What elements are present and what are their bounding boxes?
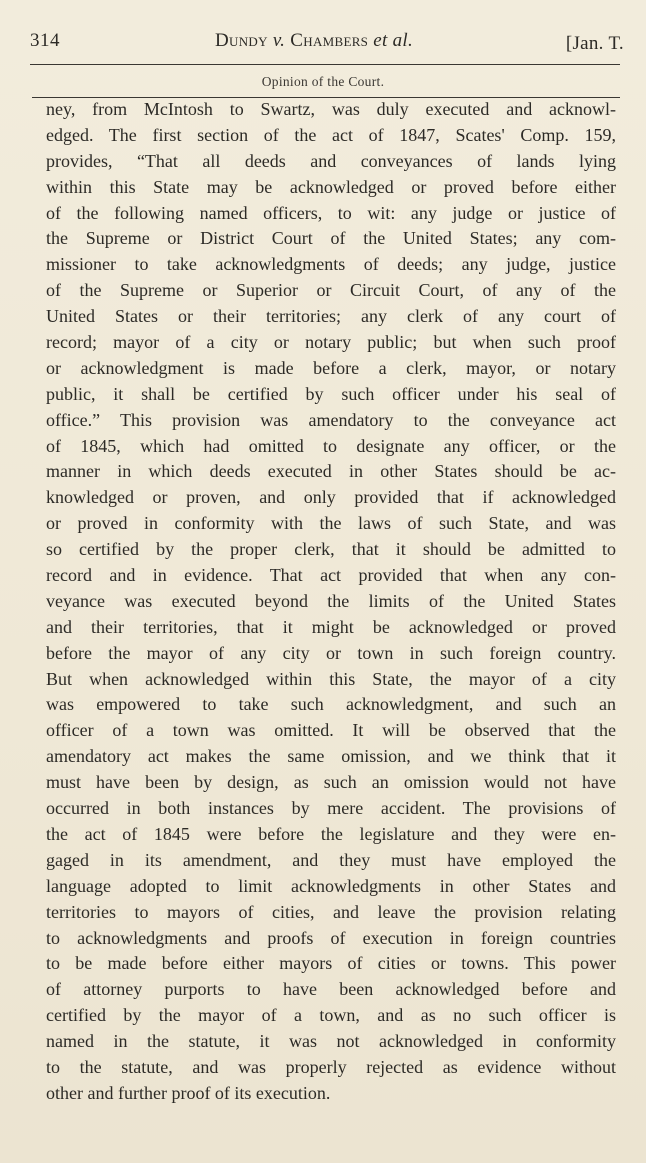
- running-head: [30, 30, 626, 58]
- body-text-line: or proved in conformity with the laws of such State, and was: [46, 513, 616, 534]
- body-text-line: of the Supreme or Superior or Circuit Court, of any of the: [46, 280, 616, 301]
- opinion-body-text: [46, 97, 616, 1107]
- body-text-line: veyance was executed beyond the limits of the United States: [46, 590, 616, 611]
- body-text-line: United States or their territories; any clerk of any court of: [46, 306, 616, 327]
- case-title: [215, 30, 413, 52]
- body-text-line: to be made before either mayors of cities or towns. This power: [46, 953, 616, 974]
- body-text-line: the Supreme or District Court of the United States; any com-: [46, 228, 616, 249]
- court-term: [Jan. T.: [565, 33, 624, 54]
- body-text-line: of 1845, which had omitted to designate any officer, or the: [46, 435, 616, 456]
- body-text-line: named in the statute, it was not acknowledged in conformity: [46, 1031, 616, 1052]
- body-text-line: office.” This provision was amendatory to the conveyance act: [46, 409, 616, 430]
- body-text-line: within this State may be acknowledged or proved before either: [46, 176, 616, 197]
- body-text-line: record; mayor of a city or notary public; but when such proof: [46, 332, 616, 353]
- body-text-line: of the following named officers, to wit: any judge or justice of: [46, 202, 616, 223]
- body-text-line: or acknowledgment is made before a clerk, mayor, or notary: [46, 357, 616, 378]
- body-text-line: gaged in its amendment, and they must have employed the: [46, 849, 616, 870]
- body-text-line: language adopted to limit acknowledgments in other States and: [46, 875, 616, 896]
- case-party-1: Dundy: [215, 30, 268, 51]
- body-text-line: ney, from McIntosh to Swartz, was duly executed and acknowl-: [46, 99, 616, 119]
- body-text-line: occurred in both instances by mere accident. The provisions of: [46, 798, 616, 819]
- body-text-line: provides, “That all deeds and conveyances of lands lying: [46, 150, 616, 171]
- body-text-line: other and further proof of its execution.: [46, 1082, 331, 1103]
- body-text-line: territories to mayors of cities, and leave the provision relating: [46, 901, 616, 922]
- body-text-line: and their territories, that it might be acknowledged or proved: [46, 616, 616, 637]
- body-text-line: to acknowledgments and proofs of execution in foreign countries: [46, 927, 616, 948]
- case-et-al: et al.: [373, 30, 414, 51]
- body-text-line: knowledged or proven, and only provided that if acknowledged: [46, 487, 616, 508]
- page-number: 314: [30, 30, 60, 51]
- body-text-line: to the statute, and was properly rejected as evidence without: [46, 1056, 616, 1077]
- body-text-line: before the mayor of any city or town in such foreign country.: [46, 642, 616, 663]
- opinion-subhead: Opinion of the Court.: [261, 74, 385, 89]
- body-text-line: was empowered to take such acknowledgment, and such an: [46, 694, 616, 715]
- header-rule-top: [30, 64, 620, 65]
- body-text-line: officer of a town was omitted. It will be observed that the: [46, 720, 616, 741]
- body-text-line: of attorney purports to have been acknowledged before and: [46, 979, 616, 1000]
- case-party-2: Chambers: [290, 30, 369, 51]
- body-text-line: record and in evidence. That act provided that when any con-: [46, 565, 616, 586]
- body-text-line: missioner to take acknowledgments of deeds; any judge, justice: [46, 254, 616, 275]
- case-versus: v.: [272, 30, 286, 51]
- body-text-line: But when acknowledged within this State, the mayor of a city: [46, 668, 616, 689]
- body-text-line: public, it shall be certified by such officer under his seal of: [46, 383, 616, 404]
- body-text-line: so certified by the proper clerk, that it should be admitted to: [46, 539, 616, 560]
- body-text-line: must have been by design, as such an omission would not have: [46, 772, 616, 793]
- body-text-line: certified by the mayor of a town, and as no such officer is: [46, 1005, 616, 1026]
- body-text-line: amendatory act makes the same omission, and we think that it: [46, 746, 616, 767]
- body-text-line: edged. The first section of the act of 1847, Scates' Comp. 159,: [46, 124, 616, 145]
- body-text-line: manner in which deeds executed in other States should be ac-: [46, 461, 616, 482]
- body-text-line: the act of 1845 were before the legislature and they were en-: [46, 823, 616, 844]
